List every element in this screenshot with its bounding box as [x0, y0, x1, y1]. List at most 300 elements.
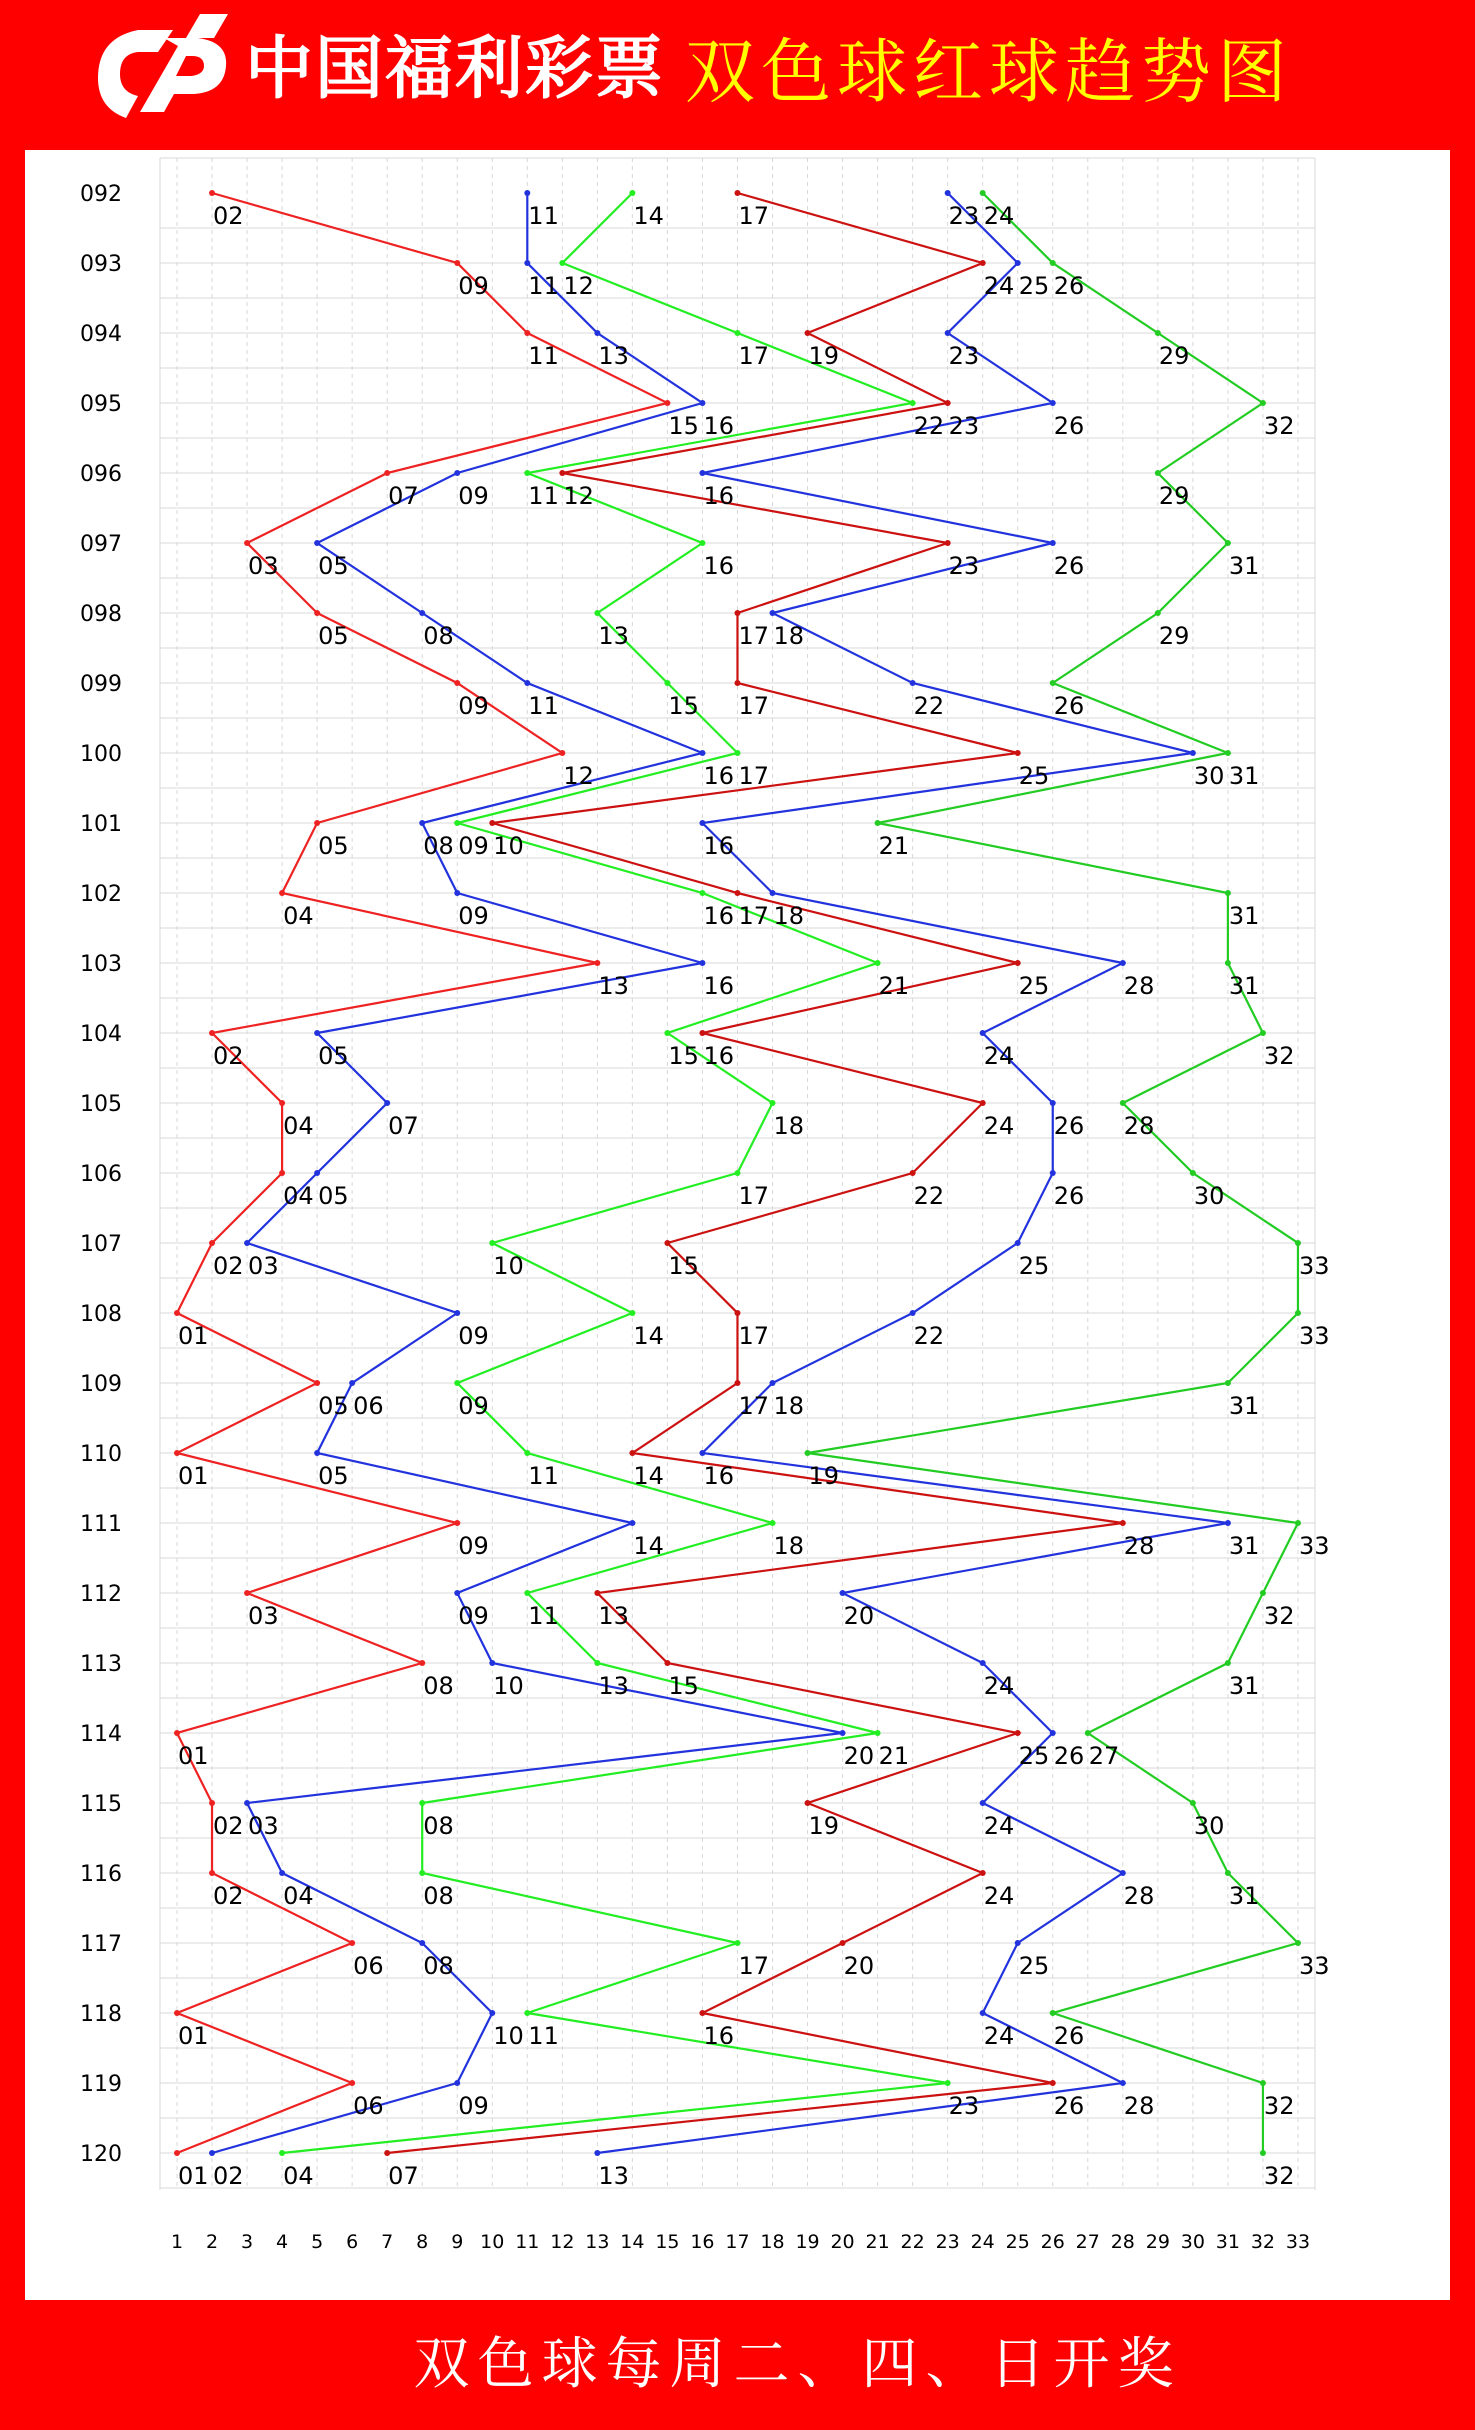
data-point	[734, 890, 740, 896]
period-label: 118	[80, 2002, 122, 2027]
ball-number-label: 09	[458, 832, 489, 860]
data-point	[770, 890, 776, 896]
data-point	[1015, 1240, 1021, 1246]
data-point	[314, 820, 320, 826]
trend-chart	[25, 150, 1450, 2300]
ball-number-label: 17	[738, 1952, 770, 1980]
x-tick-label: 30	[1180, 2231, 1205, 2253]
data-point	[1050, 1170, 1056, 1176]
data-point	[1295, 1520, 1301, 1526]
data-point	[664, 680, 670, 686]
data-point	[734, 610, 740, 616]
data-point	[454, 470, 460, 476]
data-point	[980, 1870, 986, 1876]
period-label: 106	[80, 1162, 122, 1187]
ball-number-label: 04	[283, 902, 314, 930]
ball-number-label: 22	[913, 1322, 945, 1350]
data-point	[805, 330, 811, 336]
ball-number-label: 05	[318, 1042, 349, 1070]
ball-number-label: 01	[178, 1462, 209, 1490]
data-point	[1015, 1730, 1021, 1736]
period-label: 098	[80, 602, 122, 627]
data-point	[594, 1660, 600, 1666]
data-point	[699, 890, 705, 896]
period-label: 119	[80, 2072, 122, 2097]
ball-number-label: 16	[703, 1462, 734, 1490]
data-point	[454, 1310, 460, 1316]
data-point	[1225, 1380, 1231, 1386]
ball-number-label: 16	[703, 832, 734, 860]
ball-number-label: 25	[1018, 1252, 1050, 1280]
data-point	[209, 1030, 215, 1036]
ball-number-label: 28	[1123, 1112, 1155, 1140]
ball-number-label: 14	[633, 1532, 664, 1560]
ball-number-label: 08	[423, 622, 454, 650]
data-point	[840, 1730, 846, 1736]
ball-number-label: 16	[703, 1042, 734, 1070]
data-point	[279, 890, 285, 896]
ball-number-label: 25	[1018, 1952, 1050, 1980]
data-point	[559, 470, 565, 476]
data-point	[1225, 1660, 1231, 1666]
ball-number-label: 28	[1123, 1882, 1155, 1910]
ball-number-label: 30	[1193, 1812, 1225, 1840]
period-label: 104	[80, 1022, 122, 1047]
ball-number-label: 24	[983, 2022, 1015, 2050]
data-point	[1120, 1520, 1126, 1526]
ball-number-label: 26	[1053, 2092, 1085, 2120]
ball-number-label: 26	[1053, 1182, 1085, 1210]
data-point	[1085, 1730, 1091, 1736]
data-point	[805, 1450, 811, 1456]
data-point	[629, 1450, 635, 1456]
data-point	[209, 190, 215, 196]
ball-number-label: 17	[738, 902, 770, 930]
ball-number-label: 28	[1123, 972, 1155, 1000]
data-point	[384, 1100, 390, 1106]
data-point	[770, 1380, 776, 1386]
data-point	[1190, 750, 1196, 756]
ball-number-label: 13	[598, 342, 629, 370]
period-label: 109	[80, 1372, 122, 1397]
data-point	[945, 540, 951, 546]
welfare-lottery-logo-icon	[78, 8, 248, 128]
ball-number-label: 12	[563, 762, 594, 790]
data-point	[419, 610, 425, 616]
ball-number-label: 13	[598, 622, 629, 650]
data-point	[910, 680, 916, 686]
x-tick-label: 28	[1110, 2231, 1135, 2253]
data-point	[1050, 2010, 1056, 2016]
data-point	[1120, 1870, 1126, 1876]
ball-number-label: 25	[1018, 762, 1050, 790]
data-point	[209, 1240, 215, 1246]
ball-number-label: 32	[1263, 1042, 1295, 1070]
period-label: 097	[80, 532, 122, 557]
data-point	[1190, 1170, 1196, 1176]
period-label: 114	[80, 1722, 122, 1747]
data-point	[1120, 1100, 1126, 1106]
ball-number-label: 16	[703, 412, 734, 440]
x-tick-label: 20	[830, 2231, 855, 2253]
data-point	[664, 1660, 670, 1666]
ball-number-label: 01	[178, 2162, 209, 2190]
ball-number-label: 11	[528, 2022, 559, 2050]
ball-number-label: 10	[493, 832, 524, 860]
x-tick-label: 26	[1040, 2231, 1065, 2253]
ball-number-label: 15	[668, 1252, 699, 1280]
ball-number-label: 02	[213, 1042, 244, 1070]
data-point	[1050, 540, 1056, 546]
period-label: 105	[80, 1092, 122, 1117]
ball-number-label: 09	[458, 1532, 489, 1560]
ball-number-label: 13	[598, 1672, 629, 1700]
data-point	[1120, 960, 1126, 966]
ball-number-label: 08	[423, 1672, 454, 1700]
ball-number-label: 26	[1053, 1112, 1085, 1140]
data-point	[945, 190, 951, 196]
period-label: 092	[80, 182, 122, 207]
ball-number-label: 09	[458, 1602, 489, 1630]
data-point	[419, 1940, 425, 1946]
period-label: 096	[80, 462, 122, 487]
x-tick-label: 17	[725, 2231, 750, 2253]
data-point	[1155, 610, 1161, 616]
ball-number-label: 15	[668, 1042, 699, 1070]
data-point	[419, 1870, 425, 1876]
ball-number-label: 33	[1298, 1322, 1330, 1350]
data-point	[875, 960, 881, 966]
ball-number-label: 33	[1298, 1252, 1330, 1280]
ball-number-label: 33	[1298, 1532, 1330, 1560]
ball-number-label: 26	[1053, 272, 1085, 300]
ball-number-label: 14	[633, 1322, 664, 1350]
data-point	[875, 1730, 881, 1736]
period-label: 093	[80, 252, 122, 277]
ball-number-label: 21	[878, 832, 910, 860]
period-label: 120	[80, 2142, 122, 2167]
x-tick-label: 5	[311, 2231, 324, 2253]
data-point	[629, 1520, 635, 1526]
data-point	[945, 2080, 951, 2086]
data-point	[734, 1940, 740, 1946]
ball-number-label: 05	[318, 1462, 349, 1490]
period-label: 111	[80, 1512, 122, 1537]
x-tick-label: 21	[865, 2231, 890, 2253]
header-banner	[0, 0, 1475, 150]
x-tick-label: 31	[1215, 2231, 1240, 2253]
data-point	[559, 750, 565, 756]
data-point	[734, 1170, 740, 1176]
data-point	[524, 680, 530, 686]
data-point	[1015, 1940, 1021, 1946]
data-point	[945, 330, 951, 336]
ball-number-label: 10	[493, 2022, 524, 2050]
data-point	[980, 1100, 986, 1106]
data-point	[209, 1870, 215, 1876]
data-point	[699, 470, 705, 476]
ball-number-label: 07	[388, 1112, 419, 1140]
ball-number-label: 33	[1298, 1952, 1330, 1980]
data-point	[1260, 400, 1266, 406]
ball-number-label: 13	[598, 1602, 629, 1630]
ball-number-label: 13	[598, 972, 629, 1000]
ball-number-label: 05	[318, 1392, 349, 1420]
data-point	[664, 400, 670, 406]
ball-number-label: 12	[563, 482, 594, 510]
data-point	[1050, 680, 1056, 686]
ball-number-label: 30	[1193, 762, 1225, 790]
x-tick-label: 16	[690, 2231, 715, 2253]
data-point	[1295, 1940, 1301, 1946]
data-point	[454, 2080, 460, 2086]
data-point	[1225, 1520, 1231, 1526]
ball-number-label: 09	[458, 482, 489, 510]
ball-number-label: 04	[283, 1112, 314, 1140]
brand-name: 中国福利彩票	[245, 30, 666, 109]
data-point	[734, 750, 740, 756]
footer-banner	[0, 2300, 1475, 2430]
data-point	[174, 1450, 180, 1456]
period-label: 102	[80, 882, 122, 907]
data-point	[699, 960, 705, 966]
data-point	[524, 2010, 530, 2016]
ball-number-label: 23	[948, 202, 980, 230]
x-tick-label: 22	[900, 2231, 925, 2253]
data-point	[910, 1170, 916, 1176]
data-point	[734, 1380, 740, 1386]
ball-number-label: 31	[1228, 1532, 1260, 1560]
data-point	[524, 470, 530, 476]
data-point	[314, 610, 320, 616]
data-point	[980, 1030, 986, 1036]
ball-number-label: 11	[528, 692, 559, 720]
ball-number-label: 11	[528, 272, 559, 300]
data-point	[629, 1310, 635, 1316]
ball-number-label: 08	[423, 832, 454, 860]
ball-number-label: 32	[1263, 412, 1295, 440]
data-point	[279, 1170, 285, 1176]
x-tick-label: 8	[416, 2231, 429, 2253]
ball-number-label: 23	[948, 412, 980, 440]
ball-number-label: 09	[458, 272, 489, 300]
ball-number-label: 12	[563, 272, 594, 300]
data-point	[980, 190, 986, 196]
ball-number-label: 24	[983, 1042, 1015, 1070]
period-label: 103	[80, 952, 122, 977]
x-tick-label: 15	[655, 2231, 680, 2253]
chart-panel	[25, 150, 1450, 2300]
data-point	[1260, 2080, 1266, 2086]
ball-number-label: 18	[773, 1532, 805, 1560]
data-point	[699, 1450, 705, 1456]
ball-number-label: 17	[738, 1392, 770, 1420]
data-point	[980, 1800, 986, 1806]
data-point	[454, 890, 460, 896]
ball-number-label: 17	[738, 342, 770, 370]
ball-number-label: 02	[213, 1252, 244, 1280]
ball-number-label: 32	[1263, 1602, 1295, 1630]
x-tick-label: 6	[346, 2231, 359, 2253]
data-point	[770, 1100, 776, 1106]
ball-number-label: 05	[318, 832, 349, 860]
ball-number-label: 16	[703, 482, 734, 510]
ball-number-label: 07	[388, 482, 419, 510]
data-point	[664, 1030, 670, 1036]
ball-number-label: 02	[213, 1882, 244, 1910]
x-tick-label: 12	[550, 2231, 575, 2253]
ball-number-label: 18	[773, 622, 805, 650]
ball-number-label: 31	[1228, 902, 1260, 930]
data-point	[489, 2010, 495, 2016]
ball-number-label: 20	[843, 1952, 875, 1980]
data-point	[454, 1520, 460, 1526]
ball-number-label: 17	[738, 692, 770, 720]
x-tick-label: 11	[515, 2231, 540, 2253]
data-point	[875, 820, 881, 826]
ball-number-label: 04	[283, 1182, 314, 1210]
period-label: 115	[80, 1792, 122, 1817]
period-label: 117	[80, 1932, 122, 1957]
ball-number-label: 17	[738, 1322, 770, 1350]
data-point	[945, 400, 951, 406]
ball-number-label: 26	[1053, 552, 1085, 580]
ball-number-label: 15	[668, 692, 699, 720]
data-point	[699, 1030, 705, 1036]
x-tick-label: 1	[170, 2231, 184, 2253]
ball-number-label: 10	[493, 1252, 524, 1280]
ball-number-label: 21	[878, 972, 910, 1000]
ball-number-label: 19	[808, 1812, 840, 1840]
ball-number-label: 05	[318, 622, 349, 650]
ball-number-label: 11	[528, 202, 559, 230]
ball-number-label: 16	[703, 2022, 734, 2050]
ball-number-label: 05	[318, 552, 349, 580]
ball-number-label: 24	[983, 1672, 1015, 1700]
period-label: 094	[80, 322, 122, 347]
ball-number-label: 25	[1018, 272, 1050, 300]
ball-number-label: 22	[913, 692, 945, 720]
ball-number-label: 26	[1053, 1742, 1085, 1770]
data-point	[489, 1240, 495, 1246]
x-tick-label: 3	[241, 2231, 254, 2253]
data-point	[524, 330, 530, 336]
data-point	[419, 820, 425, 826]
ball-number-label: 24	[983, 1112, 1015, 1140]
data-point	[524, 1590, 530, 1596]
data-point	[594, 2150, 600, 2156]
ball-number-label: 17	[738, 1182, 770, 1210]
ball-number-label: 02	[213, 1812, 244, 1840]
ball-number-label: 09	[458, 1392, 489, 1420]
ball-number-label: 03	[248, 1602, 279, 1630]
data-point	[734, 330, 740, 336]
ball-number-label: 17	[738, 622, 770, 650]
ball-number-label: 06	[353, 1952, 384, 1980]
data-point	[1155, 330, 1161, 336]
ball-number-label: 04	[283, 1882, 314, 1910]
data-point	[1260, 1030, 1266, 1036]
data-point	[910, 1310, 916, 1316]
data-point	[699, 750, 705, 756]
data-point	[524, 260, 530, 266]
ball-number-label: 01	[178, 2022, 209, 2050]
period-label: 113	[80, 1652, 122, 1677]
data-point	[559, 260, 565, 266]
ball-number-label: 14	[633, 1462, 664, 1490]
data-point	[1050, 2080, 1056, 2086]
ball-number-label: 16	[703, 762, 734, 790]
ball-number-label: 23	[948, 552, 980, 580]
data-point	[1190, 1800, 1196, 1806]
ball-number-label: 09	[458, 902, 489, 930]
ball-number-label: 25	[1018, 972, 1050, 1000]
ball-number-label: 16	[703, 972, 734, 1000]
ball-number-label: 01	[178, 1322, 209, 1350]
data-point	[349, 2080, 355, 2086]
ball-number-label: 31	[1228, 762, 1260, 790]
period-label: 110	[80, 1442, 122, 1467]
data-point	[1015, 750, 1021, 756]
data-point	[349, 1940, 355, 1946]
ball-number-label: 07	[388, 2162, 419, 2190]
data-point	[1155, 470, 1161, 476]
ball-number-label: 26	[1053, 692, 1085, 720]
data-point	[1050, 1100, 1056, 1106]
period-label: 099	[80, 672, 122, 697]
x-tick-label: 25	[1005, 2231, 1030, 2253]
data-point	[594, 960, 600, 966]
ball-number-label: 09	[458, 2092, 489, 2120]
ball-number-label: 24	[983, 202, 1015, 230]
ball-number-label: 03	[248, 1252, 279, 1280]
data-point	[629, 190, 635, 196]
ball-number-label: 08	[423, 1882, 454, 1910]
data-point	[734, 680, 740, 686]
data-point	[244, 1240, 250, 1246]
ball-number-label: 11	[528, 1462, 559, 1490]
data-point	[384, 470, 390, 476]
x-tick-label: 19	[795, 2231, 820, 2253]
ball-number-label: 26	[1053, 412, 1085, 440]
data-point	[1225, 890, 1231, 896]
data-point	[454, 1590, 460, 1596]
data-point	[174, 2010, 180, 2016]
x-tick-label: 14	[620, 2231, 645, 2253]
data-point	[454, 1380, 460, 1386]
chart-title: 双色球红球趋势图	[685, 31, 1293, 113]
ball-number-label: 17	[738, 762, 770, 790]
ball-number-label: 15	[668, 1672, 699, 1700]
data-point	[805, 1800, 811, 1806]
data-point	[980, 260, 986, 266]
data-point	[279, 2150, 285, 2156]
ball-number-label: 29	[1158, 622, 1190, 650]
ball-number-label: 05	[318, 1182, 349, 1210]
ball-number-label: 10	[493, 1672, 524, 1700]
ball-number-label: 27	[1088, 1742, 1120, 1770]
period-label: 101	[80, 812, 122, 837]
data-point	[699, 540, 705, 546]
data-point	[734, 190, 740, 196]
data-point	[489, 820, 495, 826]
data-point	[1050, 1730, 1056, 1736]
data-point	[594, 330, 600, 336]
data-point	[279, 1870, 285, 1876]
data-point	[770, 610, 776, 616]
data-point	[454, 260, 460, 266]
data-point	[1295, 1240, 1301, 1246]
